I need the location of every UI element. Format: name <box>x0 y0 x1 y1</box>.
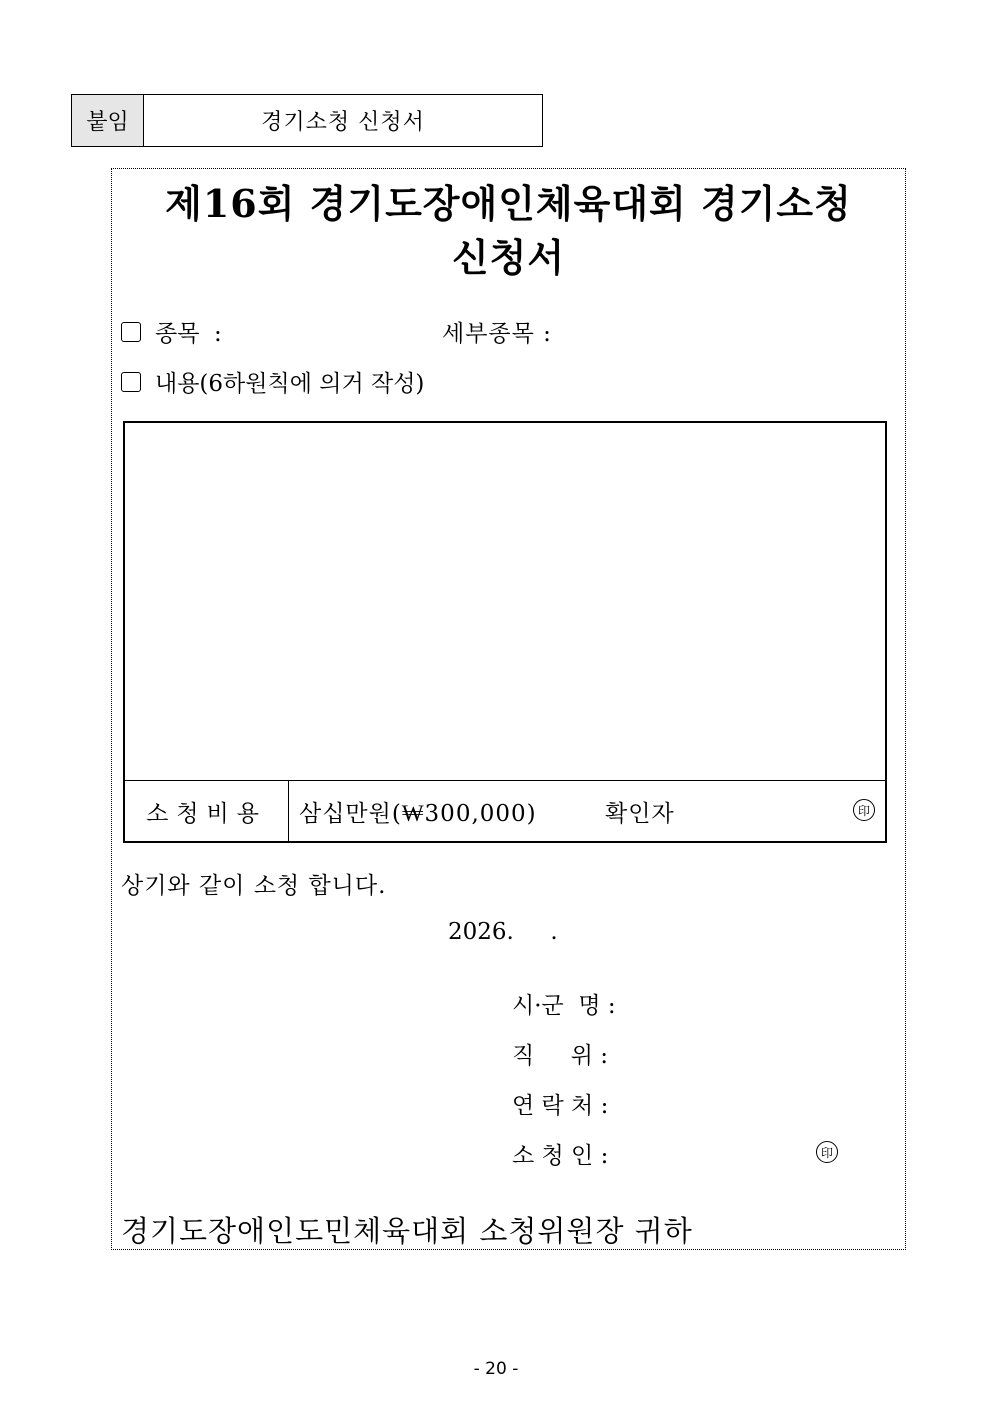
fee-value: 삼십만원(₩300,000) <box>299 800 537 827</box>
form-frame <box>111 168 906 1250</box>
confirmer-label: 확인자 <box>605 800 675 827</box>
applicant-seal-icon: 印 <box>816 1141 838 1163</box>
event-label: 종목 : <box>155 321 222 347</box>
applicant-label: 소 청 인 : <box>512 1143 609 1169</box>
contact-label: 연 락 처 : <box>512 1093 609 1119</box>
date-field[interactable]: 2026. . <box>448 919 558 945</box>
content-input-area[interactable] <box>123 421 887 843</box>
attachment-tag: 붙임 <box>72 95 144 146</box>
page-number: - 20 - <box>473 1359 519 1379</box>
position-label: 직 위 : <box>512 1043 609 1069</box>
sub-event-label: 세부종목 : <box>442 321 552 347</box>
form-title-line1: 제16회 경기도장애인체육대회 경기소청 <box>165 181 852 226</box>
content-row <box>121 365 424 398</box>
fee-row <box>125 780 885 841</box>
event-row <box>121 315 222 348</box>
attachment-header <box>71 94 543 147</box>
content-checkbox[interactable] <box>121 372 141 392</box>
city-label: 시·군 명 : <box>512 993 616 1019</box>
seal-icon: 印 <box>853 799 875 821</box>
attachment-name: 경기소청 신청서 <box>261 110 425 135</box>
event-checkbox[interactable] <box>121 322 141 342</box>
statement-text: 상기와 같이 소청 합니다. <box>121 873 387 899</box>
addressee-text: 경기도장애인도민체육대회 소청위원장 귀하 <box>121 1214 693 1248</box>
fee-label: 소청비용 <box>125 781 289 841</box>
content-label: 내용(6하원칙에 의거 작성) <box>155 371 425 397</box>
form-title-line2: 신청서 <box>451 235 566 280</box>
